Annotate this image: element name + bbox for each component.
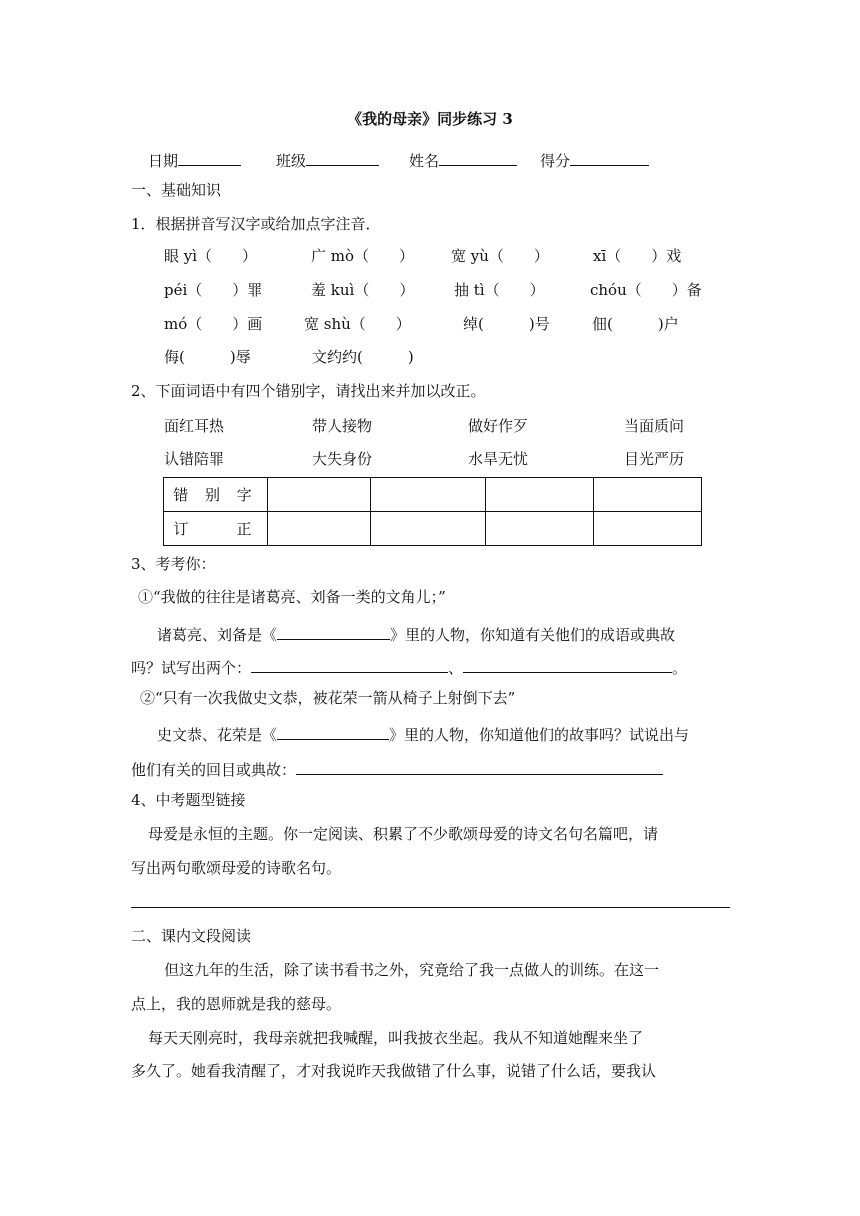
word-item: 做好作歹 bbox=[468, 417, 529, 435]
word-item: 面红耳热 bbox=[164, 417, 225, 435]
q3-heading: 3、考考你： bbox=[131, 555, 216, 573]
class-blank[interactable] bbox=[306, 151, 379, 166]
q2-heading: 2、下面词语中有四个错别字，请找出来并加以改正。 bbox=[131, 382, 486, 400]
pinyin-item: 抽 tì（ ） bbox=[454, 281, 545, 299]
answer-cell[interactable] bbox=[486, 512, 594, 546]
pinyin-item: 广 mò（ ） bbox=[311, 247, 415, 265]
score-blank[interactable] bbox=[570, 151, 649, 166]
name-blank[interactable] bbox=[439, 151, 517, 166]
score-field bbox=[540, 151, 649, 169]
pinyin-item: mó（ ）画 bbox=[164, 315, 263, 333]
pinyin-item: 眼 yì（ ） bbox=[164, 247, 258, 265]
table-row bbox=[164, 512, 702, 546]
answer-cell[interactable] bbox=[268, 478, 371, 512]
pinyin-item: 文约约( ) bbox=[312, 348, 414, 366]
typo-row-label: 错 别 字 bbox=[164, 478, 268, 512]
book-title-blank[interactable] bbox=[277, 725, 389, 740]
q4-heading: 4、中考题型链接 bbox=[131, 791, 246, 809]
passage-line: 但这九年的生活，除了读书看书之外，究竟给了我一点做人的训练。在这一 bbox=[164, 961, 660, 979]
page-title: 《我的母亲》同步练习 3 bbox=[347, 110, 513, 128]
q3-item2-line1: 史文恭、花荣是《 》里的人物，你知道他们的故事吗？试说出与 bbox=[157, 726, 690, 744]
word-item: 当面质问 bbox=[624, 417, 685, 435]
section-2-heading: 二、课内文段阅读 bbox=[131, 927, 252, 945]
q3-item1-line2: 吗？试写出两个： 、 。 bbox=[131, 659, 688, 677]
story-blank[interactable] bbox=[296, 760, 663, 775]
q4-prompt-line2: 写出两句歌颂母爱的诗歌名句。 bbox=[131, 859, 342, 877]
answer-cell[interactable] bbox=[594, 512, 702, 546]
section-1-heading: 一、基础知识 bbox=[131, 181, 222, 199]
passage-line: 每天天刚亮时，我母亲就把我喊醒，叫我披衣坐起。我从不知道她醒来坐了 bbox=[148, 1029, 644, 1047]
name-label: 姓名 bbox=[409, 152, 440, 170]
pinyin-item: 宽 shù（ ） bbox=[304, 315, 411, 333]
date-label: 日期 bbox=[148, 152, 179, 170]
word-item: 目光严历 bbox=[624, 450, 685, 468]
name-field bbox=[409, 151, 517, 169]
class-field bbox=[276, 151, 379, 169]
answer-cell[interactable] bbox=[371, 512, 486, 546]
score-label: 得分 bbox=[540, 152, 571, 170]
table-row bbox=[164, 478, 702, 512]
pinyin-item: 宽 yù（ ） bbox=[451, 247, 549, 265]
q3-item2-line2: 他们有关的回目或典故： bbox=[131, 760, 663, 778]
word-item: 水旱无忧 bbox=[468, 450, 529, 468]
pinyin-item: 绰( )号 bbox=[463, 315, 550, 333]
answer-cell[interactable] bbox=[594, 478, 702, 512]
pinyin-item: xī（ ）戏 bbox=[593, 247, 682, 265]
pinyin-item: 佃( )户 bbox=[592, 315, 679, 333]
word-item: 认错陪罪 bbox=[164, 450, 225, 468]
idiom-blank-1[interactable] bbox=[251, 658, 448, 673]
pinyin-item: chóu（ ）备 bbox=[590, 281, 702, 299]
passage-line: 多久了。她看我清醒了，才对我说昨天我做错了什么事，说错了什么话，要我认 bbox=[131, 1062, 657, 1080]
pinyin-item: 羞 kuì（ ） bbox=[311, 281, 415, 299]
date-blank[interactable] bbox=[178, 151, 241, 166]
class-label: 班级 bbox=[276, 152, 307, 170]
q1-heading: 1．根据拼音写汉字或给加点字注音． bbox=[131, 215, 381, 233]
word-item: 带人接物 bbox=[312, 417, 373, 435]
book-title-blank[interactable] bbox=[277, 625, 390, 640]
answer-cell[interactable] bbox=[371, 478, 486, 512]
word-item: 大失身份 bbox=[312, 450, 373, 468]
answer-cell[interactable] bbox=[268, 512, 371, 546]
pinyin-item: 侮( )辱 bbox=[164, 348, 251, 366]
passage-line: 点上，我的恩师就是我的慈母。 bbox=[131, 995, 342, 1013]
q3-item1-line1: 诸葛亮、刘备是《 》里的人物，你知道有关他们的成语或典故 bbox=[157, 626, 676, 644]
answer-cell[interactable] bbox=[486, 478, 594, 512]
pinyin-item: péi（ ）罪 bbox=[164, 281, 263, 299]
date-field bbox=[148, 151, 241, 169]
q3-quote-1: ①“我做的往往是诸葛亮、刘备一类的文角儿；” bbox=[138, 588, 446, 606]
correction-table bbox=[163, 477, 702, 546]
q4-prompt-line1: 母爱是永恒的主题。你一定阅读、积累了不少歌颂母爱的诗文名句名篇吧，请 bbox=[148, 825, 659, 843]
idiom-blank-2[interactable] bbox=[463, 658, 672, 673]
answer-line[interactable] bbox=[131, 907, 730, 908]
correction-row-label: 订 正 bbox=[164, 512, 268, 546]
q3-quote-2: ②“只有一次我做史文恭，被花荣一箭从椅子上射倒下去” bbox=[140, 689, 516, 707]
